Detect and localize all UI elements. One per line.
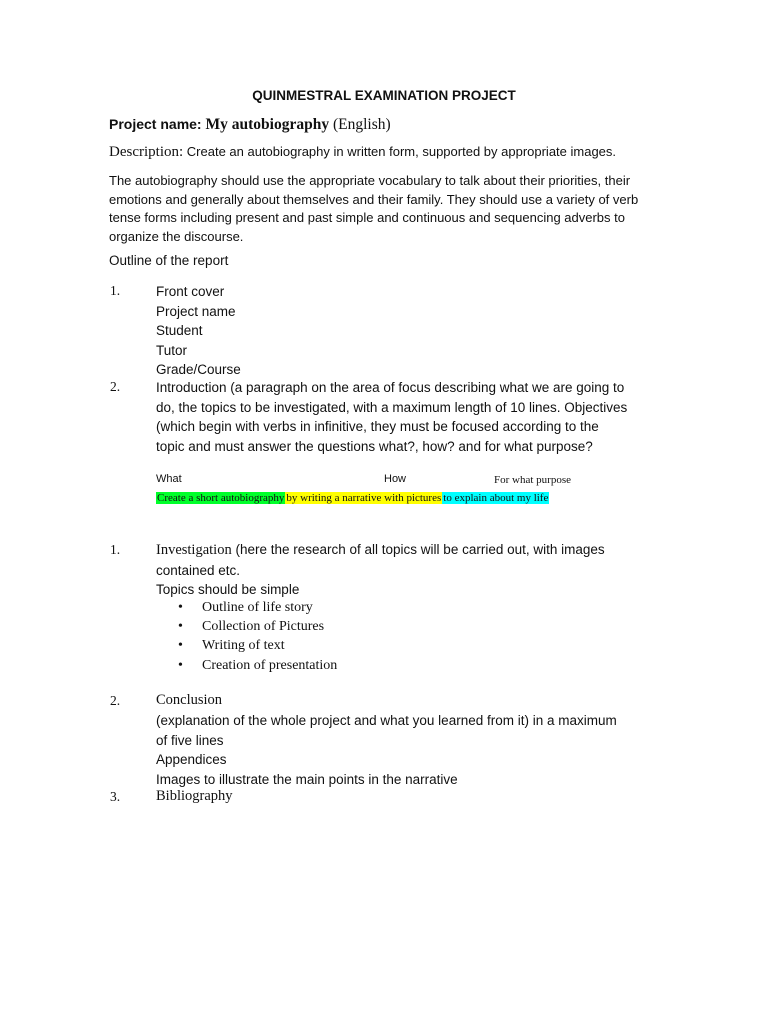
- conclusion-number: 2.: [110, 693, 121, 708]
- list-item: of five lines: [156, 732, 224, 748]
- list-item: Project name: [156, 303, 236, 319]
- bullet-text: Creation of presentation: [202, 657, 338, 673]
- topics-bullet-list: [178, 598, 337, 675]
- conclusion-heading: Conclusion: [156, 692, 223, 708]
- objective-label-how: How: [384, 473, 407, 485]
- objective-label-what: What: [156, 473, 182, 485]
- list-item: Grade/Course: [156, 362, 241, 377]
- document-title: QUINMESTRAL EXAMINATION PROJECT: [252, 88, 516, 103]
- bullet-icon: •: [178, 638, 183, 654]
- list-item: Tutor: [156, 342, 188, 358]
- bullet-icon: •: [178, 657, 183, 673]
- list-item: (which begin with verbs in infinitive, they must be focused according to the: [156, 419, 599, 434]
- investigation-line3: Topics should be simple: [156, 582, 300, 597]
- list-item: Images to illustrate the main points in the narrative: [156, 771, 458, 787]
- investigation-line1: (here the research of all topics will be carried out, with images: [231, 542, 605, 557]
- list-item: Appendices: [156, 752, 227, 767]
- bullet-icon: •: [178, 619, 183, 635]
- investigation-number: 1.: [110, 542, 121, 557]
- bullet-icon: •: [178, 600, 183, 615]
- outline-heading: Outline of the report: [109, 253, 229, 268]
- list-item: topic and must answer the questions what?, how? and for what purpose?: [156, 438, 593, 454]
- project-name-label: Project name:: [109, 116, 202, 132]
- project-name-line: [109, 116, 391, 134]
- investigation-block: [156, 540, 605, 600]
- conclusion-lines: [156, 711, 617, 789]
- section1-lines: [156, 282, 241, 380]
- objectives-row: [156, 488, 549, 506]
- objective-what-highlight: Create a short autobiography: [157, 492, 285, 504]
- bullet-text: Writing of text: [202, 638, 285, 654]
- bullet-text: Outline of life story: [202, 600, 313, 615]
- intro-paragraph: The autobiography should use the appropriate vocabulary to talk about their priorities, their emotions and generally about themselves and their family. They should use a variety of verb tense forms including present and past simple and continuous and sequencing adverbs to organize the discourse.: [109, 173, 639, 244]
- bibliography-heading: Bibliography: [156, 788, 233, 804]
- list-item: [178, 617, 337, 636]
- description-label: Description:: [109, 144, 184, 160]
- section2-number: 2.: [110, 379, 121, 394]
- project-name-value: [205, 116, 390, 133]
- description-text: Create an autobiography in written form, supported by appropriate images.: [186, 144, 617, 159]
- investigation-heading: Investigation: [156, 542, 232, 558]
- section1-number: 1.: [110, 283, 121, 298]
- investigation-line2: contained etc.: [156, 562, 241, 578]
- list-item: Student: [156, 323, 203, 338]
- list-item: [178, 636, 337, 655]
- list-item: Introduction (a paragraph on the area of focus describing what we are going to: [156, 380, 625, 395]
- section2-lines: [156, 378, 627, 456]
- bullet-text: Collection of Pictures: [202, 619, 325, 635]
- list-item: [178, 598, 337, 617]
- objective-how-highlight: by writing a narrative with pictures: [286, 492, 442, 504]
- project-language: (English): [332, 116, 391, 133]
- objective-label-purpose: For what purpose: [494, 474, 571, 486]
- list-item: (explanation of the whole project and what you learned from it) in a maximum: [156, 713, 617, 728]
- description-line: [109, 144, 616, 161]
- bibliography-number: 3.: [110, 789, 121, 804]
- list-item: [178, 656, 337, 675]
- list-item: Front cover: [156, 284, 225, 299]
- list-item: do, the topics to be investigated, with a maximum length of 10 lines. Objectives: [156, 399, 628, 415]
- project-name-text: My autobiography: [205, 116, 330, 133]
- objective-purpose-highlight: to explain about my life: [443, 492, 549, 504]
